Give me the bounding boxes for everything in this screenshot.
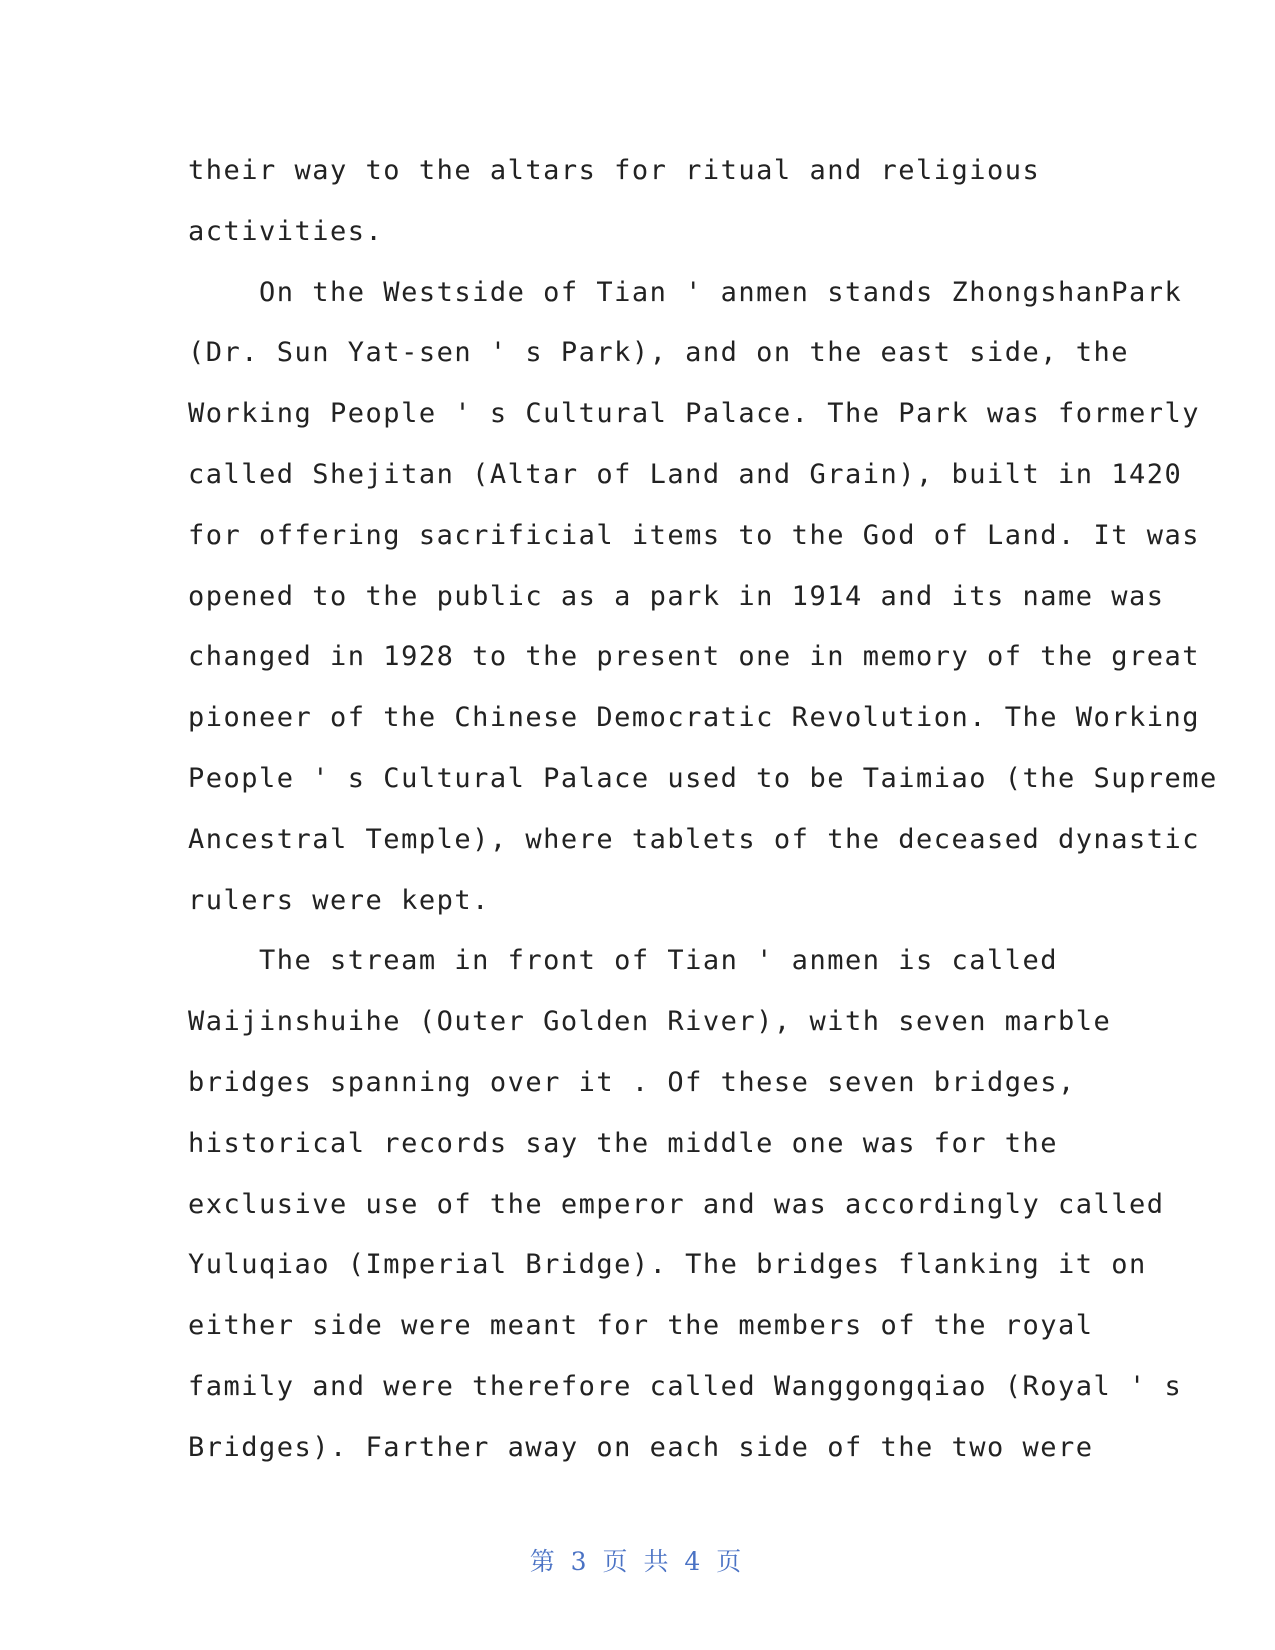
text-line: exclusive use of the emperor and was accordingly called xyxy=(188,1188,1165,1220)
text-line: called Shejitan (Altar of Land and Grain), built in 1420 xyxy=(188,458,1183,490)
text-line: historical records say the middle one was for the xyxy=(188,1127,1059,1159)
text-line: bridges spanning over it . Of these seven bridges, xyxy=(188,1066,1076,1098)
text-line: family and were therefore called Wanggongqiao (Royal ' s xyxy=(188,1370,1183,1402)
text-line: rulers were kept. xyxy=(188,884,490,916)
text-line: their way to the altars for ritual and religious xyxy=(188,155,1041,186)
text-line: opened to the public as a park in 1914 and its name was xyxy=(188,580,1165,612)
page-number-footer: 第 3 页 共 4 页 xyxy=(529,1547,746,1576)
text-line: Waijinshuihe (Outer Golden River), with seven marble xyxy=(188,1006,1112,1038)
text-line: for offering sacrificial items to the God of Land. It was xyxy=(188,519,1201,551)
text-line: Bridges). Farther away on each side of the two were xyxy=(188,1431,1094,1463)
text-line: Yuluqiao (Imperial Bridge). The bridges flanking it on xyxy=(188,1249,1147,1281)
text-line: (Dr. Sun Yat-sen ' s Park), and on the east side, the xyxy=(188,337,1130,369)
text-line: The stream in front of Tian ' anmen is called xyxy=(188,945,1059,977)
text-line: Working People ' s Cultural Palace. The Park was formerly xyxy=(188,398,1201,430)
text-line: Ancestral Temple), where tablets of the deceased dynastic xyxy=(188,823,1201,855)
body-text xyxy=(188,141,1218,1479)
text-line: changed in 1928 to the present one in memory of the great xyxy=(188,641,1201,673)
text-line: pioneer of the Chinese Democratic Revolution. The Working xyxy=(188,702,1201,734)
text-line: activities. xyxy=(188,215,384,247)
text-line: either side were meant for the members of the royal xyxy=(188,1310,1094,1342)
text-line: On the Westside of Tian ' anmen stands ZhongshanPark xyxy=(188,276,1183,308)
text-line: People ' s Cultural Palace used to be Taimiao (the Supreme xyxy=(188,762,1218,794)
